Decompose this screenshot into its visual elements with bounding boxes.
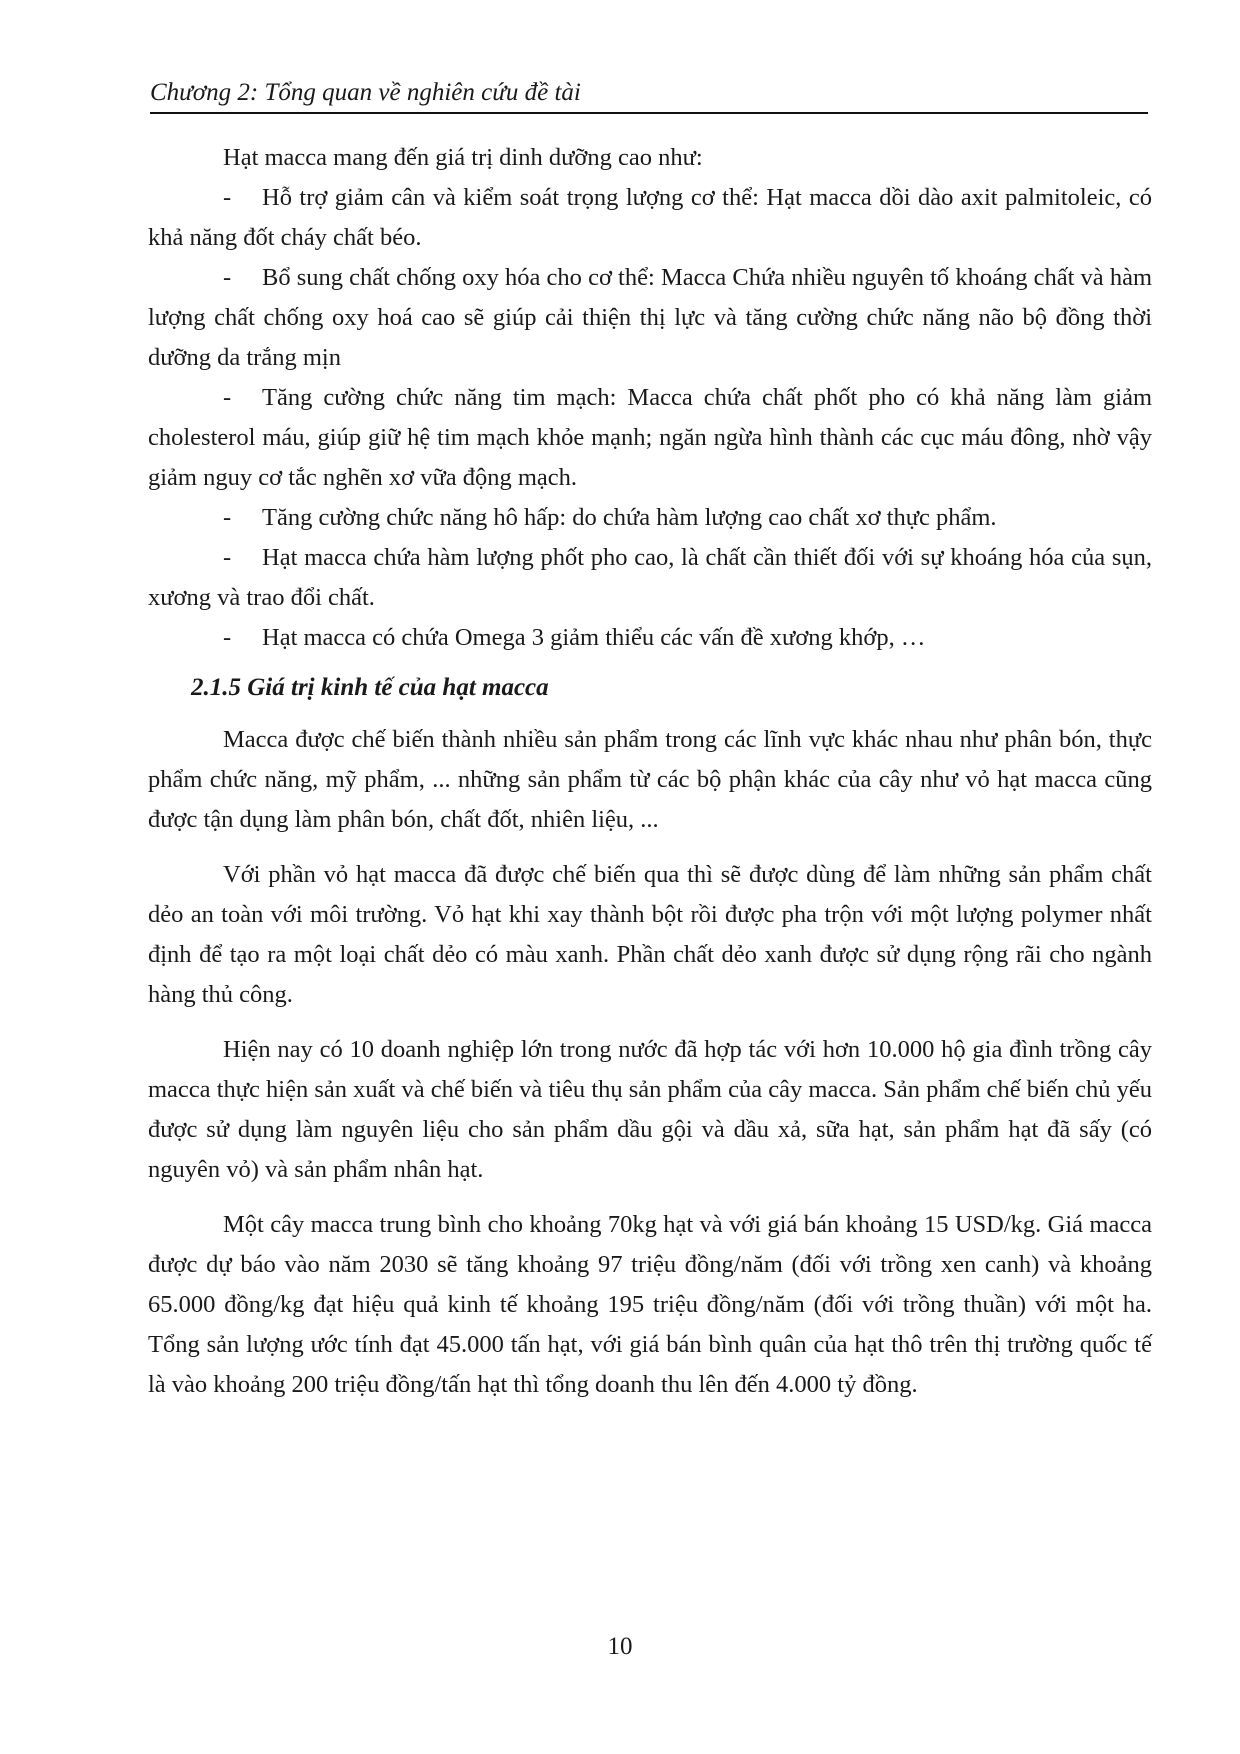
bullet-text: Hỗ trợ giảm cân và kiểm soát trọng lượng cơ thể: Hạt macca dồi dào axit palmitoleic, có khả năng đốt cháy chất béo. [148, 184, 1152, 251]
bullet-dash: - [223, 384, 232, 411]
bullet-dash: - [223, 504, 232, 531]
body-paragraph: Với phần vỏ hạt macca đã được chế biến qua thì sẽ được dùng để làm những sản phẩm chất dẻo an toàn với môi trường. Vỏ hạt khi xay thành bột rồi được pha trộn với một lượng polymer nhất định để tạo ra một loại chất dẻo có màu xanh. Phần chất dẻo xanh được sử dụng rộng rãi cho ngành hàng thủ công. [148, 861, 1152, 1008]
intro-paragraph: Hạt macca mang đến giá trị dinh dưỡng cao như: [223, 144, 703, 171]
bullet-item [148, 178, 1152, 258]
bullet-item [148, 378, 1152, 498]
bullet-dash: - [223, 264, 232, 291]
bullet-dash: - [223, 624, 232, 651]
bullet-item [148, 258, 1152, 378]
body-paragraph: Hiện nay có 10 doanh nghiệp lớn trong nước đã hợp tác với hơn 10.000 hộ gia đình trồng cây macca thực hiện sản xuất và chế biến và tiêu thụ sản phẩm của cây macca. Sản phẩm chế biến chủ yếu được sử dụng làm nguyên liệu cho sản phẩm dầu gội và dầu xả, sữa hạt, sản phẩm hạt đã sấy (có nguyên vỏ) và sản phẩm nhân hạt. [148, 1036, 1152, 1183]
body-paragraph: Một cây macca trung bình cho khoảng 70kg hạt và với giá bán khoảng 15 USD/kg. Giá macca được dự báo vào năm 2030 sẽ tăng khoảng 97 triệu đồng/năm (đối với trồng xen canh) và khoảng 65.000 đồng/kg đạt hiệu quả kinh tế khoảng 195 triệu đồng/năm (đối với trồng thuần) với một ha. Tổng sản lượng ước tính đạt 45.000 tấn hạt, với giá bán bình quân của hạt thô trên thị trường quốc tế là vào khoảng 200 triệu đồng/tấn hạt thì tổng doanh thu lên đến 4.000 tỷ đồng. [148, 1211, 1152, 1398]
bullet-item [148, 498, 1152, 538]
bullet-item [148, 618, 1152, 658]
page-body [148, 138, 1152, 1405]
bullet-text: Hạt macca chứa hàm lượng phốt pho cao, là chất cần thiết đối với sự khoáng hóa của sụn, xương và trao đổi chất. [148, 544, 1152, 611]
chapter-title: Chương 2: Tổng quan về nghiên cứu đề tài [150, 79, 581, 106]
bullet-text: Bổ sung chất chống oxy hóa cho cơ thể: Macca Chứa nhiều nguyên tố khoáng chất và hàm lượng chất chống oxy hoá cao sẽ giúp cải thiện thị lực và tăng cường chức năng não bộ đồng thời dưỡng da trắng mịn [148, 264, 1152, 371]
page-header [150, 78, 1148, 114]
bullet-dash: - [223, 544, 232, 571]
bullet-text: Hạt macca có chứa Omega 3 giảm thiểu các vấn đề xương khớp, … [262, 624, 926, 651]
body-paragraph: Macca được chế biến thành nhiều sản phẩm trong các lĩnh vực khác nhau như phân bón, thực phẩm chức năng, mỹ phẩm, ... những sản phẩm từ các bộ phận khác của cây như vỏ hạt macca cũng được tận dụng làm phân bón, chất đốt, nhiên liệu, ... [148, 726, 1152, 833]
bullet-text: Tăng cường chức năng tim mạch: Macca chứa chất phốt pho có khả năng làm giảm cholesterol máu, giúp giữ hệ tim mạch khỏe mạnh; ngăn ngừa hình thành các cục máu đông, nhờ vậy giảm nguy cơ tắc nghẽn xơ vữa động mạch. [148, 384, 1152, 491]
section-heading: 2.1.5 Giá trị kinh tế của hạt macca [191, 674, 549, 701]
page-number: 10 [607, 1633, 633, 1660]
bullet-dash: - [223, 184, 232, 211]
bullet-item [148, 538, 1152, 618]
bullet-text: Tăng cường chức năng hô hấp: do chứa hàm lượng cao chất xơ thực phẩm. [262, 504, 997, 531]
